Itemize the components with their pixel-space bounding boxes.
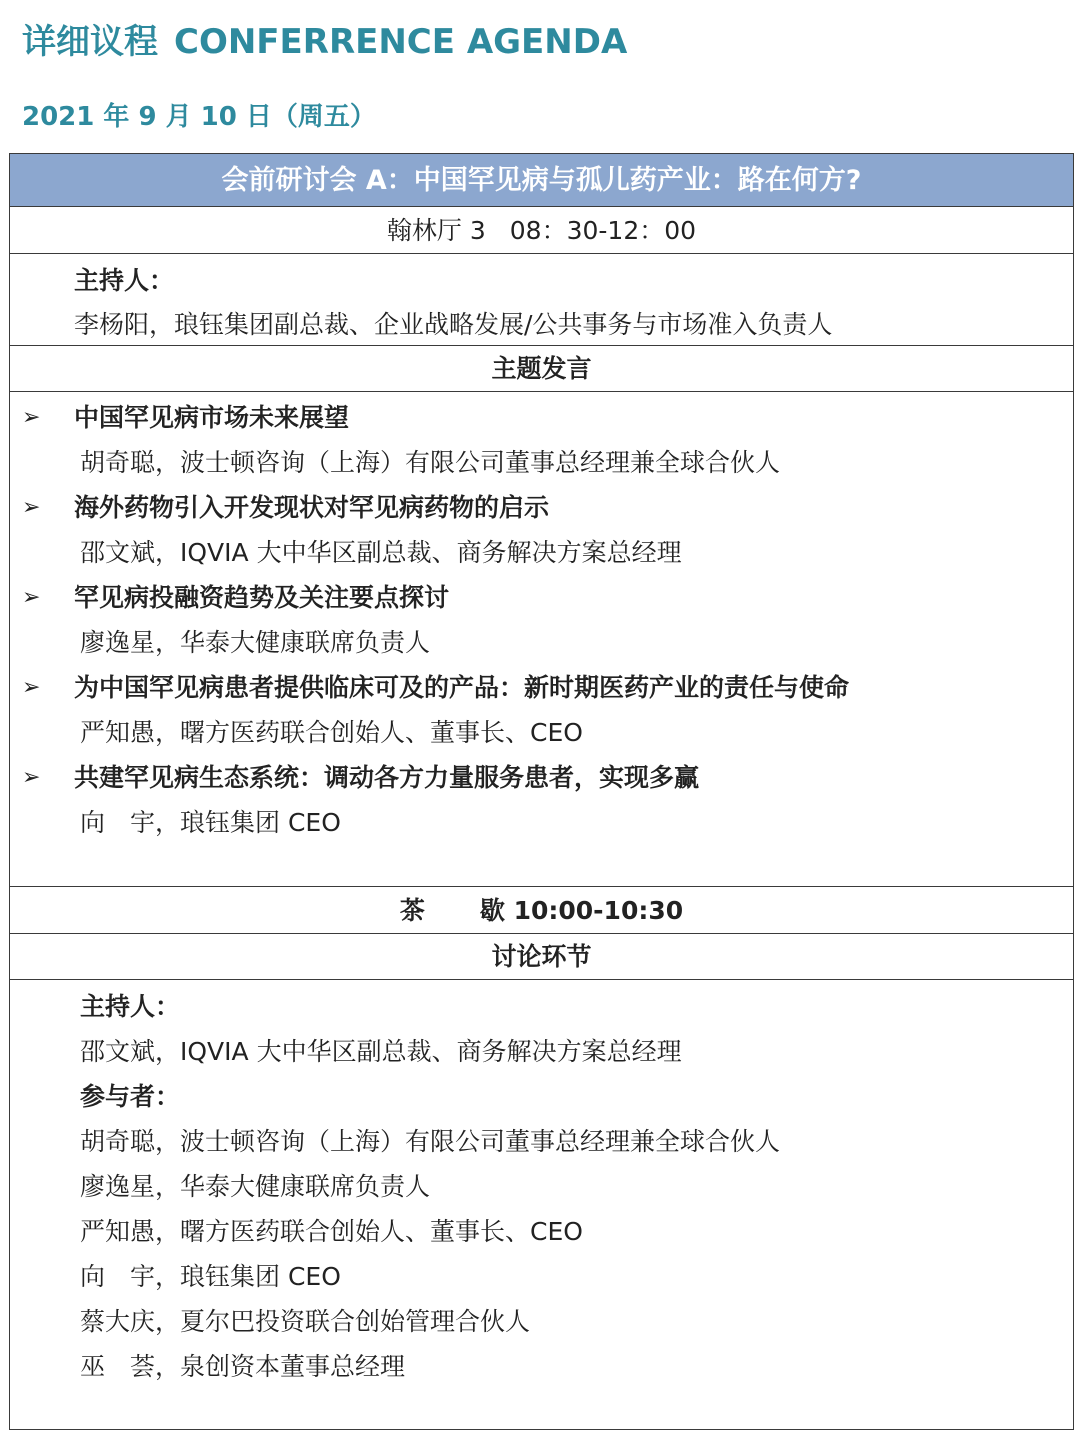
bullet-arrow-icon: ➢ — [22, 585, 41, 610]
talk-title: 共建罕见病生态系统：调动各方力量服务患者，实现多赢 — [74, 763, 700, 792]
talk-title: 为中国罕见病患者提供临床可及的产品：新时期医药产业的责任与使命 — [74, 673, 850, 702]
discussion-host-name: 邵文斌，IQVIA 大中华区副总裁、商务解决方案总经理 — [80, 1037, 682, 1066]
talk-title: 中国罕见病市场未来展望 — [74, 403, 350, 432]
discussion-host-label: 主持人： — [80, 992, 181, 1021]
discussion-heading — [10, 934, 1073, 980]
talk-speaker: 严知愚，曙方医药联合创始人、董事长、CEO — [80, 718, 583, 747]
session-host-row — [10, 254, 1073, 346]
session-time: 08：30-12：00 — [509, 216, 697, 245]
bullet-arrow-icon: ➢ — [22, 495, 41, 520]
session-venue-row — [10, 207, 1073, 254]
session-title: 会前研讨会 A：中国罕见病与孤儿药产业：路在何方? — [221, 165, 862, 196]
session-title-bar — [10, 154, 1073, 207]
talk-speaker: 廖逸星，华泰大健康联席负责人 — [80, 628, 431, 657]
agenda-table — [9, 153, 1074, 1430]
participant-item: 胡奇聪，波士顿咨询（上海）有限公司董事总经理兼全球合伙人 — [80, 1127, 781, 1156]
tea-break-row — [10, 887, 1073, 934]
participant-item: 蔡大庆，夏尔巴投资联合创始管理合伙人 — [80, 1307, 531, 1336]
bullet-arrow-icon: ➢ — [22, 765, 41, 790]
participant-item: 向 宇，琅钰集团 CEO — [80, 1262, 341, 1291]
talk-speaker: 胡奇聪，波士顿咨询（上海）有限公司董事总经理兼全球合伙人 — [80, 448, 781, 477]
participant-item: 严知愚，曙方医药联合创始人、董事长、CEO — [80, 1217, 583, 1246]
participant-item: 廖逸星，华泰大健康联席负责人 — [80, 1172, 431, 1201]
keynote-heading-label: 主题发言 — [491, 354, 592, 383]
participant-item: 巫 荟，泉创资本董事总经理 — [80, 1352, 406, 1381]
tea-break-label-2: 歇 — [479, 896, 505, 925]
host-label: 主持人： — [74, 266, 175, 295]
participants-label: 参与者： — [80, 1082, 181, 1111]
session-venue: 翰林厅 3 — [386, 216, 486, 245]
keynote-heading — [10, 346, 1073, 392]
tea-break-label: 茶 — [399, 896, 425, 925]
keynote-talks — [10, 392, 1073, 887]
host-name: 李杨阳，琅钰集团副总裁、企业战略发展/公共事务与市场准入负责人 — [74, 310, 833, 339]
bullet-arrow-icon: ➢ — [22, 675, 41, 700]
talk-title: 罕见病投融资趋势及关注要点探讨 — [74, 583, 450, 612]
page-title-en: CONFERRENCE AGENDA — [174, 22, 628, 62]
page-title — [22, 14, 627, 63]
agenda-date: 2021 年 9 月 10 日（周五） — [22, 102, 376, 132]
talk-speaker: 邵文斌，IQVIA 大中华区副总裁、商务解决方案总经理 — [80, 538, 682, 567]
talk-speaker: 向 宇，琅钰集团 CEO — [80, 808, 341, 837]
discussion-section — [10, 980, 1073, 1431]
bullet-arrow-icon: ➢ — [22, 405, 41, 430]
tea-break-time: 10:00-10:30 — [513, 896, 684, 925]
page-title-cn: 详细议程 — [22, 22, 158, 62]
talk-title: 海外药物引入开发现状对罕见病药物的启示 — [74, 493, 550, 522]
discussion-heading-label: 讨论环节 — [491, 942, 592, 971]
